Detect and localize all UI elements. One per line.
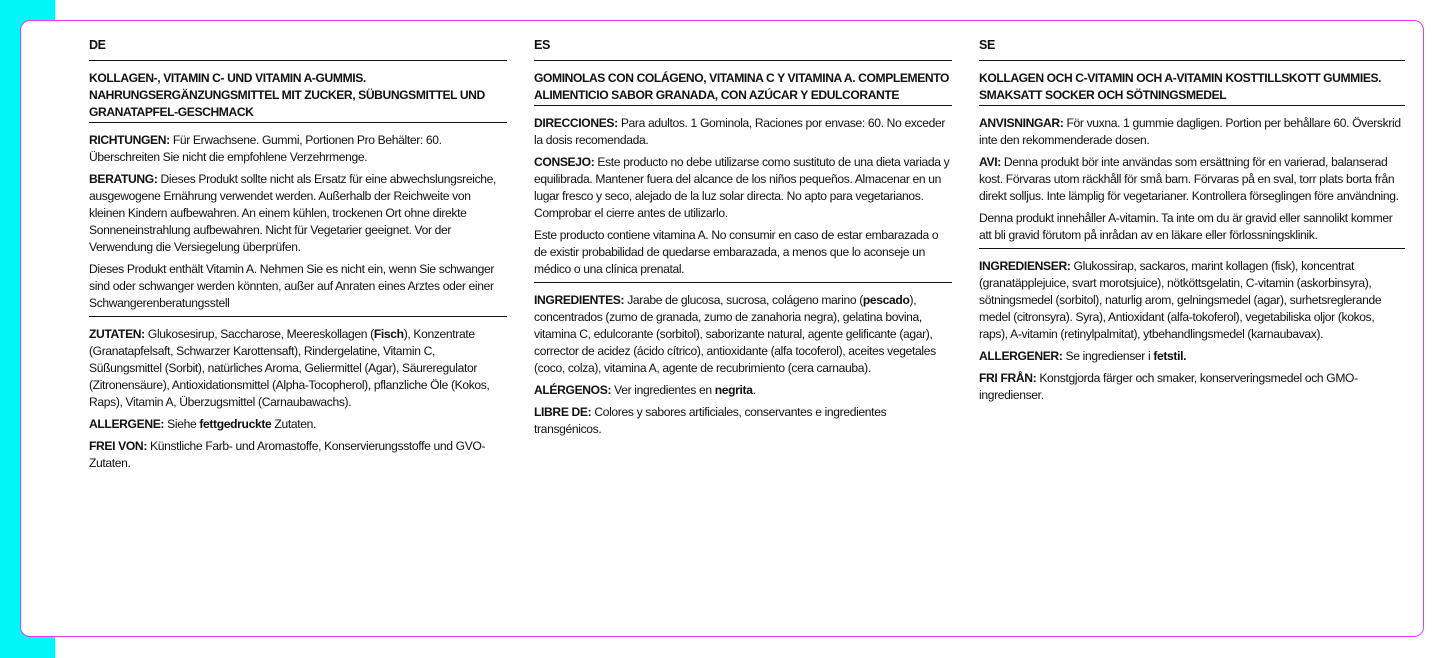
directions-text-es: Para adultos. 1 Gominola, Raciones por envase: 60. No exceder la dosis recomendada.: [534, 116, 946, 147]
advice-de: [89, 171, 507, 256]
allergens-text-b-de: Zutaten.: [271, 417, 316, 431]
usage-section-de: [89, 123, 507, 317]
ingredients-section-es: [534, 283, 952, 438]
ingredients-section-se: [979, 249, 1405, 404]
allergens-se: [979, 348, 1405, 365]
advice-text-es: Este producto no debe utilizarse como sustituto de una dieta variada y equilibrada. Mantener fuera del alcance de los niños pequeños. Almacenar en un lugar fresco y seco, alejado de la luz solar directa. No apto para vegetarianos. Comprobar el cierre antes de utilizarlo.: [534, 155, 950, 220]
directions-se: [979, 115, 1405, 149]
ingredients-section-de: [89, 317, 507, 472]
product-title-es: GOMINOLAS CON COLÁGENO, VITAMINA C Y VITAMINA A. COMPLEMENTO ALIMENTICIO SABOR GRANADA, CON AZÚCAR Y EDULCORANTE: [534, 61, 952, 106]
directions-text-se: För vuxna. 1 gummie dagligen. Portion per behållare 60. Överskrid inte den rekommenderade dosen.: [979, 116, 1401, 147]
directions-es: [534, 115, 952, 149]
free-from-text-es: Colores y sabores artificiales, conservantes e ingredientes transgénicos.: [534, 405, 887, 436]
column-de: [89, 37, 507, 472]
ingredients-text-b-es: ), concentrados (zumo de granada, zumo de zanahoria negra), gelatina bovina, vitamina C, edulcorante (sorbitol), saborizante natural, agente gelificante (agar), corrector de acidez (ácido cítrico), antioxidante (alfa tocoferol), aceites vegetales (coco, colza), vitamina A, agente de recubrimiento (cera carnauba).: [534, 293, 936, 375]
product-title-se: KOLLAGEN OCH C-VITAMIN OCH A-VITAMIN KOSTTILLSKOTT GUMMIES. SMAKSATT SOCKER OCH SÖTNINGSMEDEL: [979, 61, 1405, 106]
allergens-es: [534, 382, 952, 399]
allergens-text-a-de: Siehe: [164, 417, 200, 431]
allergens-text-a-se: Se ingredienser i: [1062, 349, 1154, 363]
advice-se: [979, 154, 1405, 205]
advice-text-se: Denna produkt bör inte användas som ersättning för en varierad, balanserad kost. Förvaras utom räckhåll för små barn. Förvaras på en sval, torr plats borta från direkt solljus. Inte lämplig för vegetarianer. Kontrollera förseglingen före användning.: [979, 155, 1399, 203]
vitamin-a-warning-es: Este producto contiene vitamina A. No consumir en caso de estar embarazada o de existir probabilidad de quedarse embarazada, a menos que lo aconseje un médico o una clínica prenatal.: [534, 228, 939, 276]
allergens-label-se: ALLERGENER:: [979, 349, 1063, 363]
free-from-text-se: Konstgjorda färger och smaker, konserveringsmedel och GMO-ingredienser.: [979, 371, 1358, 402]
ingredients-text-a-es: Jarabe de glucosa, sucrosa, colágeno marino (: [624, 293, 863, 307]
free-from-label-de: FREI VON:: [89, 439, 147, 453]
free-from-label-se: FRI FRÅN:: [979, 371, 1037, 385]
free-from-text-de: Künstliche Farb- und Aromastoffe, Konservierungsstoffe und GVO-Zutaten.: [89, 439, 486, 470]
free-from-se: [979, 370, 1405, 404]
language-heading-de: DE: [89, 37, 507, 61]
ingredients-de: [89, 326, 507, 411]
ingredients-label-es: INGREDIENTES:: [534, 293, 625, 307]
ingredients-se: [979, 258, 1405, 343]
directions-label-es: DIRECCIONES:: [534, 116, 618, 130]
ingredients-allergen-es: pescado: [862, 293, 910, 307]
advice-label-se: AVI:: [979, 155, 1001, 169]
column-es: [534, 37, 952, 438]
vitamin-a-warning-de: Dieses Produkt enthält Vitamin A. Nehmen Sie es nicht ein, wenn Sie schwanger sind oder schwanger werden könnten, außer auf Anraten eines Arztes oder einer Schwangerenberatungsstell: [89, 262, 495, 310]
advice-label-es: CONSEJO:: [534, 155, 595, 169]
advice-text-de: Dieses Produkt sollte nicht als Ersatz für eine abwechslungsreiche, ausgewogene Ernährung verwendet werden. Außerhalb der Reichweite von kleinen Kindern aufbewahren. An einem kühlen, trockenen Ort ohne direkte Sonneneinstrahlung aufbewahren. Nicht für Vegetarier geeignet. Vor der Verwendung die Versiegelung überprüfen.: [89, 172, 497, 254]
free-from-label-es: LIBRE DE:: [534, 405, 592, 419]
usage-section-se: [979, 106, 1405, 249]
ingredients-text-b-de: ), Konzentrate (Granatapfelsaft, Schwarzer Karottensaft), Rindergelatine, Vitamin C, Süßungsmittel (Sorbit), natürliches Aroma, Geliermittel (Agar), Säureregulator (Zitronensäure), Antioxidationsmittel (Alpha-Tocopherol), pflanzliche Öle (Kokos, Raps), Vitamin A, Überzugsmittel (Carnaubawachs).: [89, 327, 490, 409]
allergens-text-a-es: Ver ingredientes en: [611, 383, 715, 397]
ingredients-allergen-de: Fisch: [373, 327, 404, 341]
allergens-bold-se: fetstil.: [1153, 349, 1187, 363]
allergens-text-b-es: .: [752, 383, 756, 397]
advice-label-de: BERATUNG:: [89, 172, 158, 186]
allergens-label-de: ALLERGENE:: [89, 417, 165, 431]
allergens-de: [89, 416, 507, 433]
product-title-de: KOLLAGEN-, VITAMIN C- UND VITAMIN A-GUMMIS. NAHRUNGSERGÄNZUNGSMITTEL MIT ZUCKER, SÜBUNGSMITTEL UND GRANATAPFEL-GESCHMACK: [89, 61, 507, 123]
directions-label-de: RICHTUNGEN:: [89, 133, 170, 147]
directions-text-de: Für Erwachsene. Gummi, Portionen Pro Behälter: 60. Überschreiten Sie nicht die empfohlene Verzehrmenge.: [89, 133, 442, 164]
allergens-label-es: ALÉRGENOS:: [534, 383, 612, 397]
directions-label-se: ANVISNINGAR:: [979, 116, 1064, 130]
ingredients-text-se: Glukossirap, sackaros, marint kollagen (fisk), koncentrat (granatäpplejuice, svart morotsjuice), nötköttsgelatin, C-vitamin (askorbinsyra), sötningsmedel (sorbitol), naturlig arom, gelningsmedel (agar), surhetsreglerande medel (citronsyra). Syra), Antioxidant (alfa-tokoferol), vegetabiliska oljor (kokos, raps), A-vitamin (retinylpalmitat), ytbehandlingsmedel (karnaubavax).: [979, 259, 1382, 341]
free-from-de: [89, 438, 507, 472]
allergens-bold-es: negrita: [714, 383, 753, 397]
ingredients-text-a-de: Glukosesirup, Saccharose, Meereskollagen (: [144, 327, 374, 341]
column-se: [979, 37, 1405, 404]
directions-de: [89, 132, 507, 166]
language-heading-se: SE: [979, 37, 1405, 61]
ingredients-label-de: ZUTATEN:: [89, 327, 145, 341]
ingredients-label-se: INGREDIENSER:: [979, 259, 1071, 273]
ingredients-es: [534, 292, 952, 377]
vitamin-a-warning-se: Denna produkt innehåller A-vitamin. Ta inte om du är gravid eller sannolikt kommer att bli gravid förutom på inrådan av en läkare eller förlossningsklinik.: [979, 211, 1393, 242]
allergens-bold-de: fettgedruckte: [199, 417, 272, 431]
free-from-es: [534, 404, 952, 438]
language-heading-es: ES: [534, 37, 952, 61]
advice-es: [534, 154, 952, 222]
usage-section-es: [534, 106, 952, 283]
